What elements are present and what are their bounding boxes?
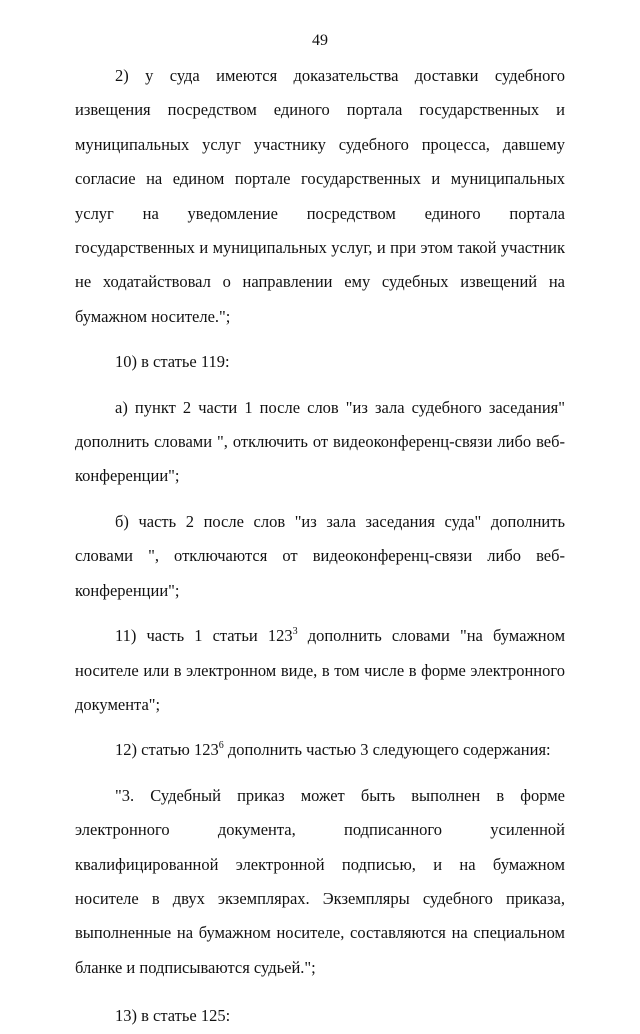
- paragraph-item-10: 10) в статье 119:: [115, 352, 230, 372]
- item-11-text-end: дополнить словами "на бумажном носителе или в электронном виде, в том числе в форме электронного документа";: [75, 626, 566, 714]
- paragraph-item-12: [75, 733, 565, 767]
- article-superscript: 6: [218, 740, 224, 752]
- item-12-text-end: дополнить частью 3 следующего содержания:: [223, 740, 551, 760]
- article-superscript: 3: [292, 626, 298, 638]
- paragraph-delivery-proof: 2) у суда имеются доказательства доставки судебного извещения посредством единого портала государственных и муниципальных услуг участнику судебного процесса, давшему согласие на едином портале государственных и муниципальных услуг на уведомление посредством единого портала государственных и муниципальных услуг, и при этом такой участник не ходатайствовал о направлении ему судебных извещений на бумажном носителе.";: [75, 66, 565, 326]
- document-body: [75, 59, 565, 1034]
- paragraph-item-10b: б) часть 2 после слов "из зала заседания суда" дополнить словами ", отключаются от видеоконференц-связи либо веб-конференции";: [75, 511, 565, 600]
- paragraph-court-order-text: "3. Судебный приказ может быть выполнен в форме электронного документа, подписанного усиленной квалифицированной электронной подписью, и на бумажном носителе в двух экземплярах. Экземпляры судебного приказа, выполненные на бумажном носителе, составляются на специальном бланке и подписываются судьей.";: [75, 785, 565, 977]
- page-number: 49: [312, 32, 328, 49]
- item-11-text-start: 11) часть 1 статьи 123: [115, 626, 293, 646]
- paragraph-item-11: [75, 619, 565, 722]
- paragraph-item-13: 13) в статье 125:: [115, 1006, 231, 1026]
- paragraph-item-10a: а) пункт 2 части 1 после слов "из зала судебного заседания" дополнить словами ", отключить от видеоконференц-связи либо веб-конференции";: [75, 397, 565, 486]
- item-12-text-start: 12) статью 123: [115, 740, 219, 760]
